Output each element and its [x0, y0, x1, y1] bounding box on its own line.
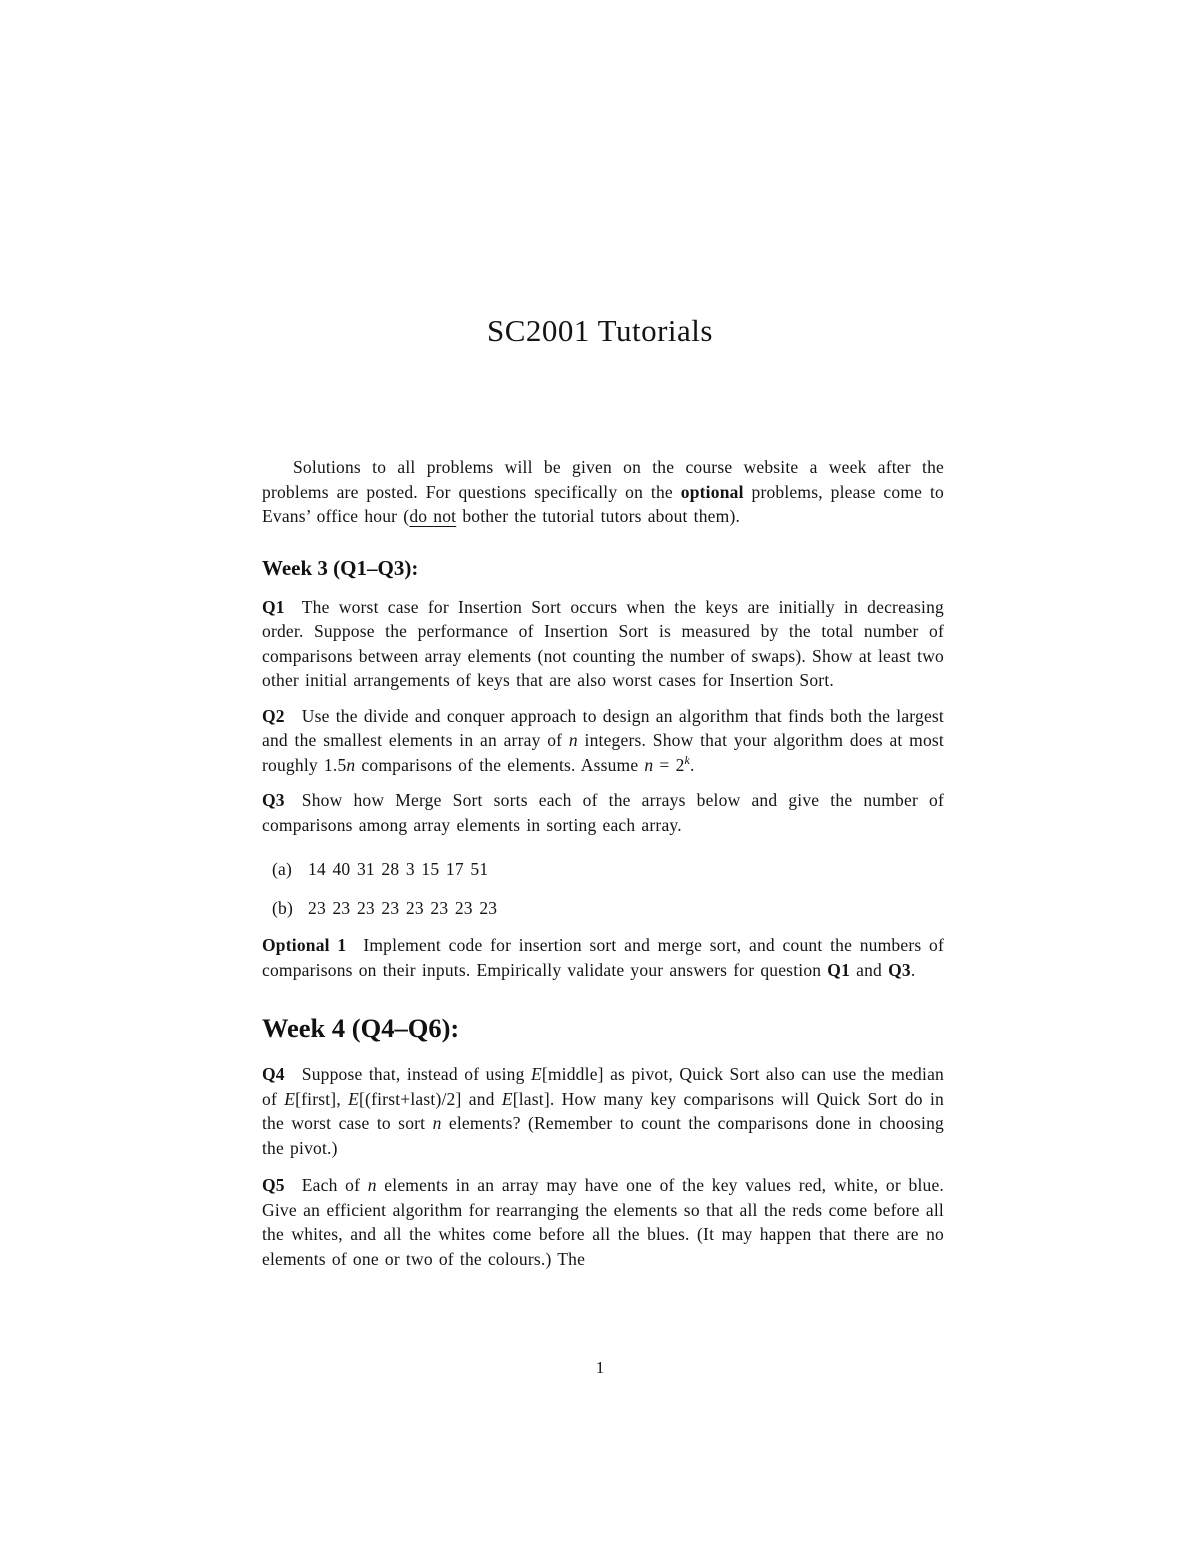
q2-text-2: integers. Show that your algorithm does at most roughly 1.5: [262, 730, 944, 775]
q4-text-1: Suppose that, instead of using: [301, 1064, 531, 1084]
q4-text-3: [first],: [295, 1088, 349, 1109]
q2-text-5: .: [690, 754, 695, 775]
week3-heading: Week 3 (Q1–Q3):: [262, 555, 419, 580]
q3-item-a-values: 14 40 31 28 3 15 17 51: [308, 859, 489, 879]
intro-text-3: bother the tutorial tutors about them).: [456, 506, 741, 526]
q4-var-e-4: E: [501, 1088, 513, 1109]
q2-exponent-k: k: [684, 752, 691, 767]
q4-text-5: [last]. How many key comparisons will Quick Sort do in the worst case to sort: [262, 1088, 944, 1133]
q5-text-2: elements in an array may have one of the key values red, white, or blue. Give an efficient algorithm for rearranging the elements so that all the reds come before all the whites, and all the whites come before all the blues. (It may happen that there are no elements of one or two of the colours.) The: [262, 1175, 944, 1269]
q2-var-n-1: n: [568, 730, 578, 750]
optional1-text-1: Implement code for insertion sort and merge sort, and count the numbers of comparisons on their inputs. Empirically validate your answers for question: [262, 935, 944, 980]
q4-var-e-3: E: [348, 1088, 360, 1109]
optional1-q3-bold: Q3: [888, 959, 911, 980]
q4-text-4: [(first+last)/2] and: [359, 1088, 502, 1109]
intro-text-2: problems, please come to Evans’ office hour (: [262, 481, 944, 526]
q3-list-item-a: [272, 857, 944, 882]
intro-paragraph: [262, 455, 944, 529]
q5-paragraph: [262, 1173, 944, 1271]
q2-label: Q2: [262, 705, 285, 726]
q5-text-1: Each of: [301, 1175, 368, 1195]
q2-text-3: comparisons of the elements. Assume: [355, 754, 645, 775]
q5-label: Q5: [262, 1175, 285, 1195]
q2-text-4: = 2: [653, 754, 685, 775]
optional1-paragraph: [262, 933, 944, 982]
q3-item-a-marker: (a): [272, 859, 293, 879]
optional-bold-text: optional: [680, 481, 744, 502]
q3-label: Q3: [262, 790, 285, 810]
q4-var-e-2: E: [284, 1088, 296, 1109]
q3-item-b-marker: (b): [272, 897, 294, 918]
week4-heading: Week 4 (Q4–Q6):: [262, 1013, 460, 1043]
q1-label: Q1: [262, 596, 285, 617]
optional1-label: Optional 1: [262, 935, 347, 955]
intro-text-1: Solutions to all problems will be given on the course website a week after the problems are posted. For questions specifically on the: [262, 457, 944, 502]
q2-var-n-3: n: [644, 754, 654, 775]
q4-var-e-1: E: [530, 1064, 542, 1084]
optional1-text-3: .: [910, 959, 916, 980]
q3-item-b-values: 23 23 23 23 23 23 23 23: [308, 897, 498, 918]
q4-text-6: elements? (Remember to count the comparisons done in choosing the pivot.): [262, 1113, 944, 1158]
q4-text-2: [middle] as pivot, Quick Sort also can use the median of: [262, 1064, 944, 1109]
q3-list-item-b: [272, 896, 944, 921]
q3-paragraph: [262, 788, 944, 837]
q2-var-n-2: n: [346, 754, 356, 775]
text-column: [262, 0, 944, 1271]
page-number: 1: [595, 1358, 605, 1377]
q4-var-n: n: [432, 1113, 442, 1133]
optional1-q1-bold: Q1: [827, 959, 851, 980]
q2-text-1: Use the divide and conquer approach to design an algorithm that finds both the largest and the smallest elements in an array of: [262, 705, 944, 750]
q1-paragraph: [262, 595, 944, 693]
do-not-underlined-text: do not: [409, 506, 457, 526]
page-title: SC2001 Tutorials: [487, 313, 713, 348]
q3-text: Show how Merge Sort sorts each of the arrays below and give the number of comparisons among array elements in sorting each array.: [262, 790, 944, 835]
q1-text: The worst case for Insertion Sort occurs when the keys are initially in decreasing order. Suppose the performance of Insertion Sort is measured by the total number of comparisons between array elements (not counting the number of swaps). Show at least two other initial arrangements of keys that are also worst cases for Insertion Sort.: [262, 596, 944, 690]
q4-paragraph: [262, 1062, 944, 1160]
q5-var-n: n: [367, 1175, 377, 1195]
q4-label: Q4: [262, 1064, 285, 1084]
optional1-text-2: and: [850, 959, 889, 980]
q2-paragraph: [262, 704, 944, 778]
